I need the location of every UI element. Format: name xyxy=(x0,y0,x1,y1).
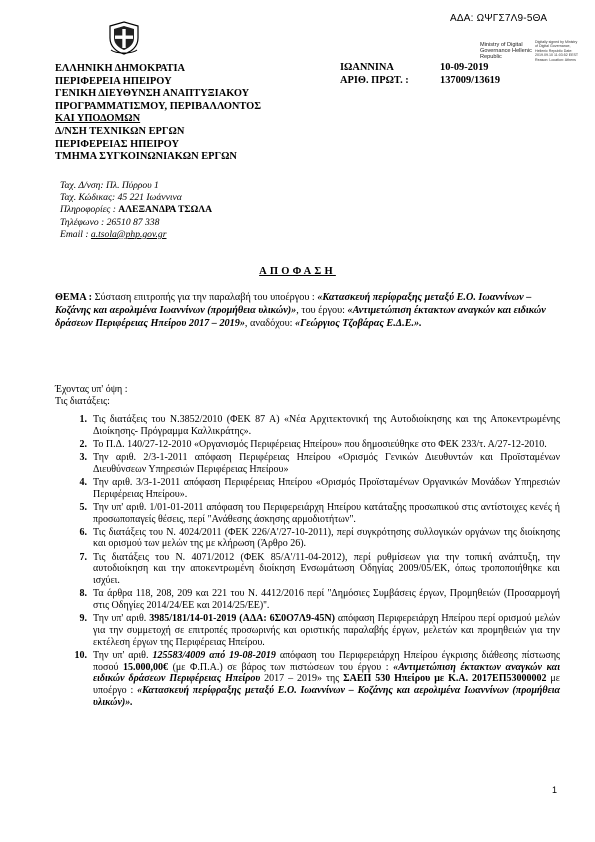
item-number: 4. xyxy=(79,476,87,488)
item-text: Την υπ' αριθ. xyxy=(93,613,150,625)
greek-emblem-icon xyxy=(106,20,142,56)
subject-project: «Αντιμετώπιση έκτακτων αναγκών και ειδικών δράσεων Περιφέρειας Ηπείρου 2017 – 2019» xyxy=(55,305,546,329)
provisions-label: Τις διατάξεις: xyxy=(55,396,110,407)
list-item xyxy=(55,502,560,526)
digital-signature-details: Digitally signed by Ministry of Digital Governance, Hellenic Republic Date: 2019.09.10 11:03:52 EEST Reason: Location: Athens xyxy=(535,40,579,62)
item-text-bold: ΣΑΕΠ 530 Ηπείρου με Κ.Α. 2017ΕΠ53000002 xyxy=(343,673,547,685)
ada-code: ΑΔΑ: ΩΨΓΣ7Λ9-5ΘΑ xyxy=(450,13,548,24)
list-item xyxy=(55,439,560,451)
header-line: ΠΡΟΓΡΑΜΜΑΤΙΣΜΟΥ, ΠΕΡΙΒΑΛΛΟΝΤΟΣ xyxy=(55,100,262,112)
item-number: 9. xyxy=(79,613,87,625)
subject-subproject: «Κατασκευή περίφραξης μεταξύ Ε.Ο. Ιωαννίνων – Κοζάνης και αερολιμένα Ιωαννίνων (προμήθεια υλικών)» xyxy=(55,292,532,316)
header-line: ΠΕΡΙΦΕΡΕΙΑΣ ΗΠΕΙΡΟΥ xyxy=(55,138,179,150)
item-number: 2. xyxy=(79,438,87,450)
item-text: (με Φ.Π.Α.) σε βάρος των πιστώσεων του έργου : xyxy=(167,661,394,673)
list-item xyxy=(55,552,560,587)
document-title: ΑΠΟΦΑΣΗ xyxy=(259,266,336,277)
header-line: ΠΕΡΙΦΕΡΕΙΑ ΗΠΕΙΡΟΥ xyxy=(55,75,172,87)
item-text: Τα άρθρα 118, 208, 209 και 221 του Ν. 4412/2016 περί ''Δημόσιες Συμβάσεις έργων, Προμηθειών (Προσαρμογή στις Οδηγίες 2014/24/ΕΕ και 2014/25/ΕΕ)''. xyxy=(93,588,560,612)
contact-info-label: Πληροφορίες : xyxy=(60,204,119,216)
city-label: ΙΩΑΝΝΙΝΑ xyxy=(340,62,394,73)
contact-postcode: Ταχ. Κώδικας: 45 221 Ιωάννινα xyxy=(60,192,182,204)
item-text: Την αριθ. 3/3-1-2011 απόφαση Περιφέρειας Ηπείρου «Ορισμός Προϊσταμένων Οργανικών Μονάδων Υπηρεσιών Περιφέρειας Ηπείρου». xyxy=(93,476,560,500)
header-line: ΚΑΙ ΥΠΟΔΟΜΩΝ xyxy=(55,113,141,125)
item-text: της xyxy=(322,673,344,685)
header-line: ΓΕΝΙΚΗ ΔΙΕΥΘΥΝΣΗ ΑΝΑΠΤΥΞΙΑΚΟΥ xyxy=(55,88,250,100)
list-item xyxy=(55,414,560,438)
protocol-label: ΑΡΙΘ. ΠΡΩΤ. : xyxy=(340,74,409,86)
list-item xyxy=(55,452,560,476)
item-text: απόφαση Περιφερειάρχη Ηπείρου περί ορισμού μελών για την συμμετοχή σε επιτροπές προσωρινής και οριστικής παραλαβής έργων, μελετών και προμηθειών για την εκτέλεση έργων της Περιφέρειας Ηπείρου. xyxy=(93,613,560,648)
item-number: 6. xyxy=(79,526,87,538)
list-item xyxy=(55,527,560,551)
item-number: 1. xyxy=(79,414,87,425)
email-link[interactable]: a.tsola@php.gov.gr xyxy=(90,228,167,240)
protocol-value: 137009/13619 xyxy=(440,74,501,86)
digital-signature-main: Ministry of Digital Governance Hellenic Republic xyxy=(480,42,532,61)
item-number: 5. xyxy=(79,501,87,513)
item-number: 8. xyxy=(79,588,87,600)
place-date-block xyxy=(340,62,500,87)
item-number: 10. xyxy=(74,649,87,661)
subject-text: Σύσταση επιτροπής για την παραλαβή του υποέργου : xyxy=(92,292,318,303)
item-text-bold: 3985/181/14-01-2019 (ΑΔΑ: 6Σ0Ο7Λ9-45Ν) xyxy=(149,613,335,625)
item-text-bold: «Αντιμετώπιση έκτακτων αναγκών και ειδικών δράσεων Περιφέρειας Ηπείρου xyxy=(93,661,560,685)
contact-email-label: Email : xyxy=(60,228,91,240)
issuer-header xyxy=(55,63,261,164)
item-text: Τις διατάξεις του Ν. 4071/2012 (ΦΕΚ 85/Α'/11-04-2012), περί ρυθμίσεων για την τοπική ανάπτυξη, την αυτοδιοίκηση και την αποκεντρωμένη διοίκηση Ενσωμάτωση Οδηγίας 2009/05/ΕΚ, όπως τροποποιήθηκε και ισχύει. xyxy=(93,551,560,587)
item-text: Την αριθ. 2/3-1-2011 απόφαση Περιφέρειας Ηπείρου «Ορισμός Γενικών Διευθυντών και Προϊσταμένων Διευθύνσεων Υπηρεσιών Περιφέρειας Ηπείρου» xyxy=(93,451,560,475)
item-text: Το Π.Δ. 140/27-12-2010 «Οργανισμός Περιφέρειας Ηπείρου» που δημοσιεύθηκε στο ΦΕΚ 233/τ. Α/27-12-2010. xyxy=(93,438,547,450)
subject-text: , του έργου: xyxy=(296,305,348,316)
item-text: 2017 – 2019» xyxy=(260,673,323,685)
contact-phone: Τηλέφωνο : 26510 87 338 xyxy=(60,216,160,228)
considering-block xyxy=(55,384,127,408)
item-text: απόφαση του Περιφερειάρχη Ηπείρου έγκρισης διάθεσης πίστωσης ποσού xyxy=(93,649,561,673)
subject-label: ΘΕΜΑ : xyxy=(55,292,93,303)
date-value: 10-09-2019 xyxy=(440,62,489,73)
item-text-bold: 125583/4009 από 19-08-2019 xyxy=(152,649,276,661)
header-line: ΤΜΗΜΑ ΣΥΓΚΟΙΝΩΝΙΑΚΩΝ ΕΡΓΩΝ xyxy=(55,151,237,163)
item-text-bold: «Κατασκευή περίφραξης μεταξύ Ε.Ο. Ιωαννίνων – Κοζάνης και αερολιμένα Ιωαννίνων (προμήθεια υλικών)». xyxy=(93,685,560,708)
contact-address: Ταχ. Δ/νση: Πλ. Πύρρου 1 xyxy=(60,180,159,191)
subject-contractor: «Γεώργιος Τζοβάρας Ε.Δ.Ε.». xyxy=(295,318,422,329)
item-text-bold: 15.000,00€ xyxy=(122,661,168,673)
list-item xyxy=(55,650,560,709)
subject-block xyxy=(55,291,565,330)
header-line: ΕΛΛΗΝΙΚΗ ΔΗΜΟΚΡΑΤΙΑ xyxy=(55,63,186,74)
page-number: 1 xyxy=(552,785,558,795)
header-line: Δ/ΝΣΗ ΤΕΧΝΙΚΩΝ ΕΡΓΩΝ xyxy=(55,125,185,137)
list-item xyxy=(55,477,560,501)
contact-block xyxy=(60,180,212,241)
item-number: 7. xyxy=(79,551,87,563)
list-item xyxy=(55,613,560,648)
item-text: Την υπ' αριθ. 1/01-01-2011 απόφαση του Περιφερειάρχη Ηπείρου κατάταξης προσωπικού στις αντίστοιχες κενές ή προσωποπαγείς θέσεις, περί "Ανάθεσης άσκησης αρμοδιοτήτων". xyxy=(93,501,560,525)
contact-info-name: ΑΛΕΞΑΝΔΡΑ ΤΣΩΛΑ xyxy=(118,204,213,216)
item-number: 3. xyxy=(79,451,87,463)
item-text: Τις διατάξεις του Ν. 4024/2011 (ΦΕΚ 226/Α'/27-10-2011), περί συγκρότησης συλλογικών οργάνων της διοίκησης και ορισμού των μελών της με κλήρωση (Άρθρο 26). xyxy=(93,526,560,550)
considering-label: Έχοντας υπ' όψη : xyxy=(55,384,128,395)
item-text: Τις διατάξεις του Ν.3852/2010 (ΦΕΚ 87 Α) «Νέα Αρχιτεκτονική της Αυτοδιοίκησης και της Αποκεντρωμένης Διοίκησης- Πρόγραμμα Καλλικράτης». xyxy=(93,414,560,437)
provisions-list xyxy=(55,414,560,710)
item-text: με υποέργο : xyxy=(93,673,560,697)
list-item xyxy=(55,588,560,612)
subject-text: , αναδόχου: xyxy=(244,318,296,329)
item-text: Την υπ' αριθ. xyxy=(93,649,153,661)
